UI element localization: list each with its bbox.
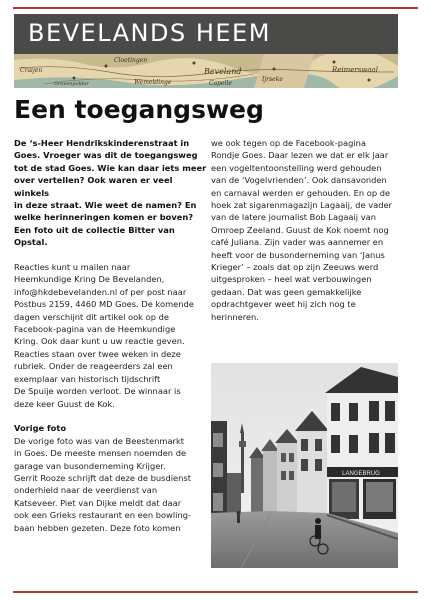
article-intro	[14, 137, 210, 249]
body-line: en carnaval werden er gehouden. En op de	[211, 187, 391, 198]
left-column	[14, 137, 210, 534]
body-line: Heemkundige Kring De Bevelanden,	[14, 274, 165, 285]
map-label: Cloetingen	[114, 57, 148, 64]
body-line: Rondje Goes. Daar lezen we dat er elk jaar	[211, 150, 389, 161]
body-line: dagen verschijnt dit artikel ook op de	[14, 311, 169, 322]
body-line: Gerrit Rooze schrijft dat deze de busdienst	[14, 472, 191, 483]
body-line: baan hebben gezeten. Deze foto komen	[14, 522, 181, 533]
body-line: rubriek. Onder de reageerders zal een	[14, 361, 173, 372]
street-scene-illustration	[211, 363, 398, 568]
intro-line: in deze straat. Wie weet de namen? En	[14, 200, 197, 211]
masthead-title-bar	[14, 14, 398, 54]
historic-street-photo	[211, 363, 398, 568]
body-line: van de ‘Vogelvrienden’. Ook dansavonden	[211, 175, 387, 186]
intro-line: Een foto uit de collectie Bitter van Opstal.	[14, 224, 175, 248]
reaction-paragraph	[14, 261, 210, 410]
body-line: herinneren.	[211, 311, 259, 322]
map-label: Wemeldinge	[134, 79, 172, 86]
article-headline: Een toegangsweg	[14, 95, 264, 124]
map-label: Gravenpolder	[54, 81, 89, 87]
body-line: Reacties kunt u mailen naar	[14, 262, 131, 273]
body-line: ook een Grieks restaurant en een bowling-	[14, 510, 191, 521]
previous-photo-heading: Vorige foto	[14, 423, 67, 434]
body-line: exemplaar van historisch tijdschrift	[14, 373, 161, 384]
previous-photo-paragraph	[14, 435, 210, 534]
map-label: Reimerswaal	[332, 66, 378, 74]
right-column	[211, 137, 399, 323]
body-line: Kring. Ook daar kunt u uw reactie geven.	[14, 336, 185, 347]
intro-line: over vertellen? Ook waren er veel winkels	[14, 175, 173, 198]
body-line: Reacties staan over twee weken in deze	[14, 348, 181, 359]
body-line: opdrachtgever weet hij zich nog te	[211, 299, 356, 310]
body-line: heeft voor de busonderneming van ‘Janus	[211, 249, 385, 260]
body-line: onderhield naar de veerdienst van	[14, 485, 158, 496]
body-line: Katseveer. Piet van Dijke meldt dat daar	[14, 497, 182, 508]
body-line: gedaan. Dat was geen gemakkelijke	[211, 286, 362, 297]
body-line: Facebook-pagina van de Heemkundige	[14, 324, 176, 335]
body-line: uitgesproken – heel wat verbouwingen	[211, 274, 372, 285]
body-line: info@hkdebevelanden.nl of per post naar	[14, 286, 187, 297]
bottom-rule	[13, 591, 418, 593]
masthead-banner	[14, 14, 398, 88]
body-line: een vogeltentoonstelling werd gehouden	[211, 162, 382, 173]
body-line: van de latere journalist Bob Lagaaij van	[211, 212, 377, 223]
map-label: Craijen	[20, 67, 43, 74]
map-label: Capelle	[209, 80, 232, 87]
intro-line: Goes. Vroeger was dit de toegangsweg	[14, 150, 198, 161]
body-line: Postbus 2159, 4460 MD Goes. De komende	[14, 299, 194, 310]
body-line: Omroep Zeeland. Guust de Kok noemt nog	[211, 224, 389, 235]
body-line: De Spuije worden verloot. De winnaar is	[14, 386, 181, 397]
shop-sign: LANGEBRUG	[342, 471, 380, 477]
intro-line: De ‘s-Heer Hendrikskinderenstraat in	[14, 138, 190, 148]
body-line: in Goes. De meeste mensen noemden de	[14, 448, 187, 459]
map-label: Beveland	[204, 67, 242, 76]
intro-line: welke herinneringen komen er boven?	[14, 212, 194, 223]
body-line: De vorige foto was van de Beestenmarkt	[14, 435, 185, 446]
body-line: café Juliana. Zijn vader was aannemer en	[211, 237, 384, 248]
masthead-title: BEVELANDS HEEM	[28, 19, 271, 47]
body-line: we ook tegen op de Facebook-pagina	[211, 138, 366, 148]
intro-line: tot de stad Goes. Wie kan daar iets meer	[14, 162, 207, 173]
top-rule	[13, 7, 418, 9]
body-line: garage van busonderneming Krijger.	[14, 460, 166, 471]
body-line: deze keer Guust de Kok.	[14, 398, 115, 409]
map-label: Ijrseke	[262, 76, 283, 83]
old-map-illustration	[14, 54, 398, 88]
body-line: Krieger’ – zoals dat op zijn Zeeuws werd	[211, 262, 379, 273]
body-line: hoek zat sigarenmagazijn Lagaaij, de vader	[211, 200, 392, 211]
